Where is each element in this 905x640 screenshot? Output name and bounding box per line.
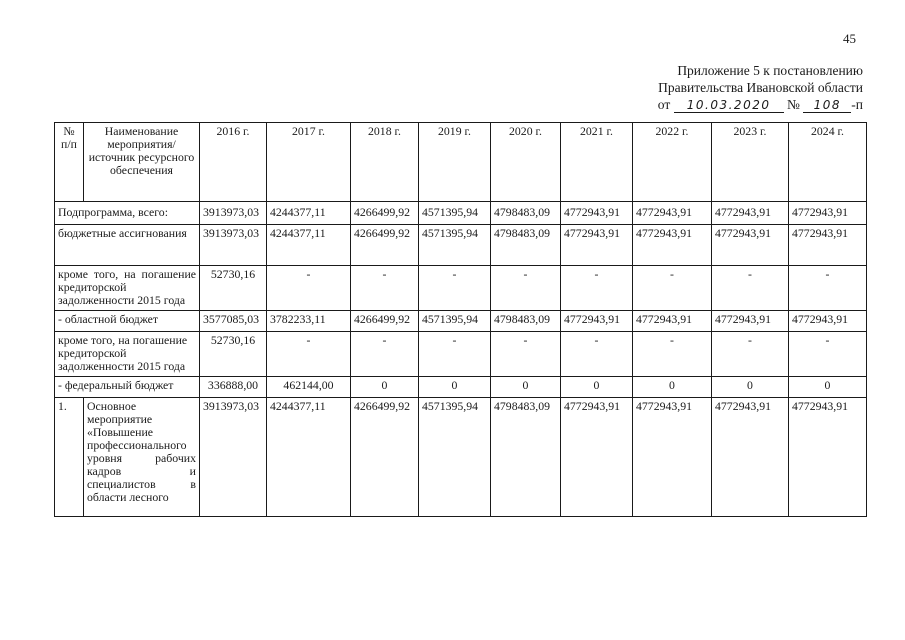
- row-label: Подпрограмма, всего:: [55, 202, 200, 225]
- header-year: 2019 г.: [419, 123, 491, 202]
- row-label: кроме того, на погашение кредиторской задолженности 2015 года: [55, 266, 200, 311]
- cell-value: 0: [789, 377, 867, 398]
- cell-value: 3913973,03: [200, 202, 267, 225]
- table-row: [55, 202, 867, 225]
- cell-value: -: [267, 332, 351, 377]
- table-row: [55, 225, 867, 266]
- cell-value: 4571395,94: [419, 202, 491, 225]
- row-label: бюджетные ассигнования: [55, 225, 200, 266]
- header-year: 2024 г.: [789, 123, 867, 202]
- cell-value: 4798483,09: [491, 311, 561, 332]
- cell-value: 4244377,11: [267, 202, 351, 225]
- cell-value: 0: [351, 377, 419, 398]
- number-label: №: [787, 97, 800, 112]
- cell-value: 4772943,91: [633, 311, 712, 332]
- cell-value: -: [789, 266, 867, 311]
- cell-value: 3913973,03: [200, 398, 267, 517]
- page-number: 45: [843, 31, 856, 46]
- row-label: кроме того, на погашение кредиторской задолженности 2015 года: [55, 332, 200, 377]
- cell-value: -: [419, 266, 491, 311]
- cell-value: 4772943,91: [633, 398, 712, 517]
- cell-value: 4266499,92: [351, 202, 419, 225]
- cell-value: -: [633, 266, 712, 311]
- cell-value: 0: [561, 377, 633, 398]
- table-header-row: [55, 123, 867, 202]
- funding-table: [54, 122, 867, 517]
- cell-value: 3782233,11: [267, 311, 351, 332]
- cell-value: -: [633, 332, 712, 377]
- cell-value: -: [561, 266, 633, 311]
- cell-value: 336888,00: [200, 377, 267, 398]
- cell-value: 4266499,92: [351, 311, 419, 332]
- header-year: 2017 г.: [267, 123, 351, 202]
- cell-value: -: [712, 266, 789, 311]
- header-no: № п/п: [55, 123, 84, 202]
- from-label: от: [657, 97, 671, 112]
- cell-value: 52730,16: [200, 266, 267, 311]
- cell-value: -: [491, 332, 561, 377]
- cell-value: 462144,00: [267, 377, 351, 398]
- cell-value: -: [561, 332, 633, 377]
- cell-value: 4571395,94: [419, 225, 491, 266]
- cell-value: 4772943,91: [712, 202, 789, 225]
- cell-value: 4772943,91: [789, 398, 867, 517]
- cell-value: 3577085,03: [200, 311, 267, 332]
- cell-value: 4772943,91: [789, 311, 867, 332]
- cell-value: 4772943,91: [561, 398, 633, 517]
- cell-value: -: [267, 266, 351, 311]
- header-year: 2023 г.: [712, 123, 789, 202]
- cell-value: -: [351, 266, 419, 311]
- table-row: [55, 332, 867, 377]
- row-number: 1.: [55, 398, 84, 517]
- header-year: 2020 г.: [491, 123, 561, 202]
- header-name: Наименование мероприятия/ источник ресурсного обеспечения: [84, 123, 200, 202]
- handwritten-number: 108: [803, 98, 851, 113]
- cell-value: -: [789, 332, 867, 377]
- cell-value: 4772943,91: [712, 311, 789, 332]
- cell-value: -: [419, 332, 491, 377]
- number-suffix: -п: [851, 97, 863, 112]
- cell-value: 4798483,09: [491, 225, 561, 266]
- cell-value: 4798483,09: [491, 398, 561, 517]
- cell-value: 4266499,92: [351, 398, 419, 517]
- cell-value: 0: [419, 377, 491, 398]
- cell-value: 4772943,91: [633, 202, 712, 225]
- cell-value: 4244377,11: [267, 225, 351, 266]
- cell-value: -: [491, 266, 561, 311]
- table-row: [55, 266, 867, 311]
- cell-value: 4244377,11: [267, 398, 351, 517]
- appendix-date-line: [563, 96, 863, 113]
- cell-value: 4772943,91: [561, 225, 633, 266]
- header-year: 2018 г.: [351, 123, 419, 202]
- cell-value: -: [712, 332, 789, 377]
- cell-value: 4266499,92: [351, 225, 419, 266]
- cell-value: 4772943,91: [561, 202, 633, 225]
- cell-value: -: [351, 332, 419, 377]
- cell-value: 4798483,09: [491, 202, 561, 225]
- header-year: 2016 г.: [200, 123, 267, 202]
- appendix-header: [563, 62, 863, 113]
- cell-value: 4772943,91: [712, 225, 789, 266]
- cell-value: 3913973,03: [200, 225, 267, 266]
- cell-value: 0: [491, 377, 561, 398]
- appendix-title: Приложение 5 к постановлению: [677, 63, 863, 78]
- cell-value: 4772943,91: [789, 225, 867, 266]
- cell-value: 4772943,91: [633, 225, 712, 266]
- cell-value: 4772943,91: [789, 202, 867, 225]
- row-label: Основное мероприятие «Повышение профессионального уровня рабочих кадров и специалистов в области лесного: [84, 398, 200, 517]
- cell-value: 52730,16: [200, 332, 267, 377]
- cell-value: 0: [712, 377, 789, 398]
- cell-value: 4772943,91: [712, 398, 789, 517]
- header-year: 2021 г.: [561, 123, 633, 202]
- cell-value: 4571395,94: [419, 398, 491, 517]
- table-row: [55, 311, 867, 332]
- cell-value: 4772943,91: [561, 311, 633, 332]
- table-row: [55, 377, 867, 398]
- header-year: 2022 г.: [633, 123, 712, 202]
- appendix-authority: Правительства Ивановской области: [658, 80, 863, 95]
- row-label: - областной бюджет: [55, 311, 200, 332]
- row-label: - федеральный бюджет: [55, 377, 200, 398]
- table-row: [55, 398, 867, 517]
- cell-value: 4571395,94: [419, 311, 491, 332]
- cell-value: 0: [633, 377, 712, 398]
- handwritten-date: 10.03.2020: [674, 98, 784, 113]
